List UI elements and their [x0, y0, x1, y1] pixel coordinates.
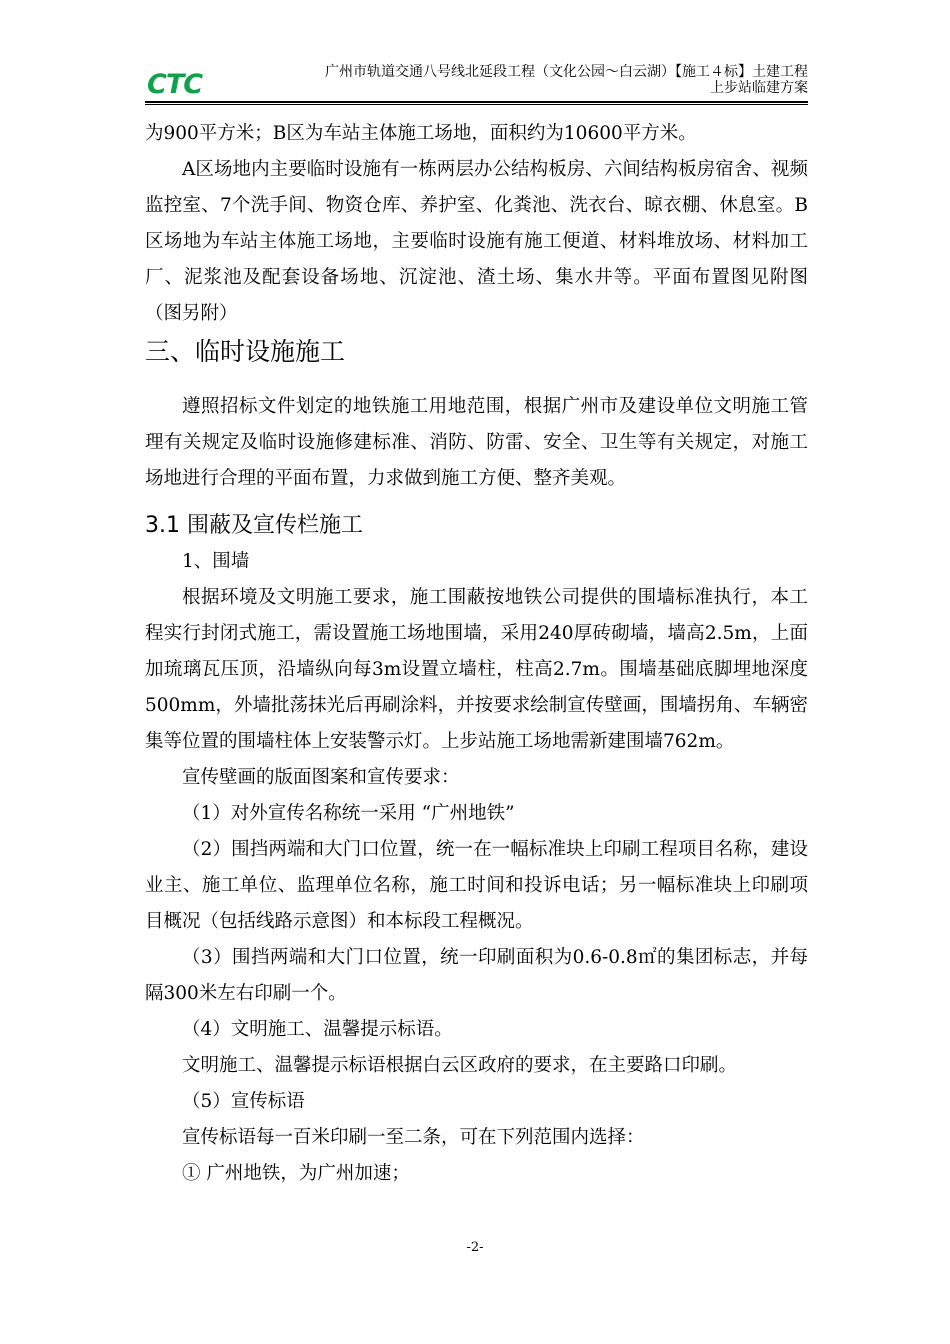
requirement-5-text: 宣传标语每一百米印刷一至二条，可在下列范围内选择：: [182, 1127, 645, 1148]
section-3-intro: 遵照招标文件划定的地铁施工用地范围，根据广州市及建设单位文明施工管理有关规定及临时设施修建标准、消防、防雷、安全、卫生等有关规定，对施工场地进行合理的平面布置，力求做到施工方便、整齐美观。: [145, 396, 808, 489]
header-title-line1: 广州市轨道交通八号线北延段工程（文化公园～白云湖）【施工４标】土建工程: [325, 64, 808, 80]
mural-requirements-intro: 宣传壁画的版面图案和宣传要求：: [182, 767, 460, 788]
wall-paragraph: 根据环境及文明施工要求，施工围蔽按地铁公司提供的围墙标准执行，本工程实行封闭式施工，需设置施工场地围墙，采用240厚砖砌墙，墙高2.5m，上面加琉璃瓦压顶，沿墙纵向每3m设置立墙柱，柱高2.7m。围墙基础底脚埋地深度500mm，外墙批荡抹光后再刷涂料，并按要求绘制宣传壁画，围墙拐角、车辆密集等位置的围墙柱体上安装警示灯。上步站施工场地需新建围墙762m。: [145, 587, 808, 752]
requirement-2: （2）围挡两端和大门口位置，统一在一幅标准块上印刷工程项目名称，建设业主、施工单位、监理单位名称，施工时间和投诉电话；另一幅标准块上印刷项目概况（包括线路示意图）和本标段工程概况。: [145, 839, 808, 932]
requirement-4-text: 文明施工、温馨提示标语根据白云区政府的要求，在主要路口印刷。: [182, 1055, 738, 1076]
section-3-1-heading: 3.1 围蔽及宣传栏施工: [145, 513, 363, 538]
item-wall-heading: 1、围墙: [182, 551, 250, 572]
page-number: -2-: [466, 1240, 484, 1255]
requirement-5: （5）宣传标语: [182, 1091, 305, 1112]
paragraph-area-a-b: 为900平方米；B区为车站主体施工场地，面积约为10600平方米。: [145, 123, 697, 144]
slogan-1: ① 广州地铁，为广州加速；: [182, 1163, 410, 1184]
page-header: [145, 64, 808, 100]
header-title-line2: 上步站临建方案: [710, 80, 808, 96]
paragraph-temp-facilities: A区场地内主要临时设施有一栋两层办公结构板房、六间结构板房宿舍、视频监控室、7个洗手间、物资仓库、养护室、化粪池、洗衣台、晾衣棚、休息室。B区场地为车站主体施工场地，主要临时设施有施工便道、材料堆放场、材料加工厂、泥浆池及配套设备场地、沉淀池、渣土场、集水井等。平面布置图见附图（图另附）: [145, 159, 808, 324]
requirement-3: （3）围挡两端和大门口位置，统一印刷面积为0.6-0.8㎡的集团标志，并每隔300米左右印刷一个。: [145, 947, 808, 1004]
section-3-intro-block: [145, 389, 808, 497]
requirement-4: （4）文明施工、温馨提示标语。: [182, 1019, 453, 1040]
header-title: [325, 64, 808, 96]
ctc-logo: [147, 70, 215, 98]
header-divider: [145, 101, 808, 103]
top-paragraphs: [145, 116, 808, 332]
logo-text: CTC: [147, 70, 203, 98]
section-3-1-body: [145, 544, 808, 1192]
header-divider-thin: [145, 104, 808, 105]
section-3-heading: 三、临时设施施工: [145, 337, 346, 366]
requirement-1: （1）对外宣传名称统一采用 “广州地铁”: [182, 803, 515, 824]
